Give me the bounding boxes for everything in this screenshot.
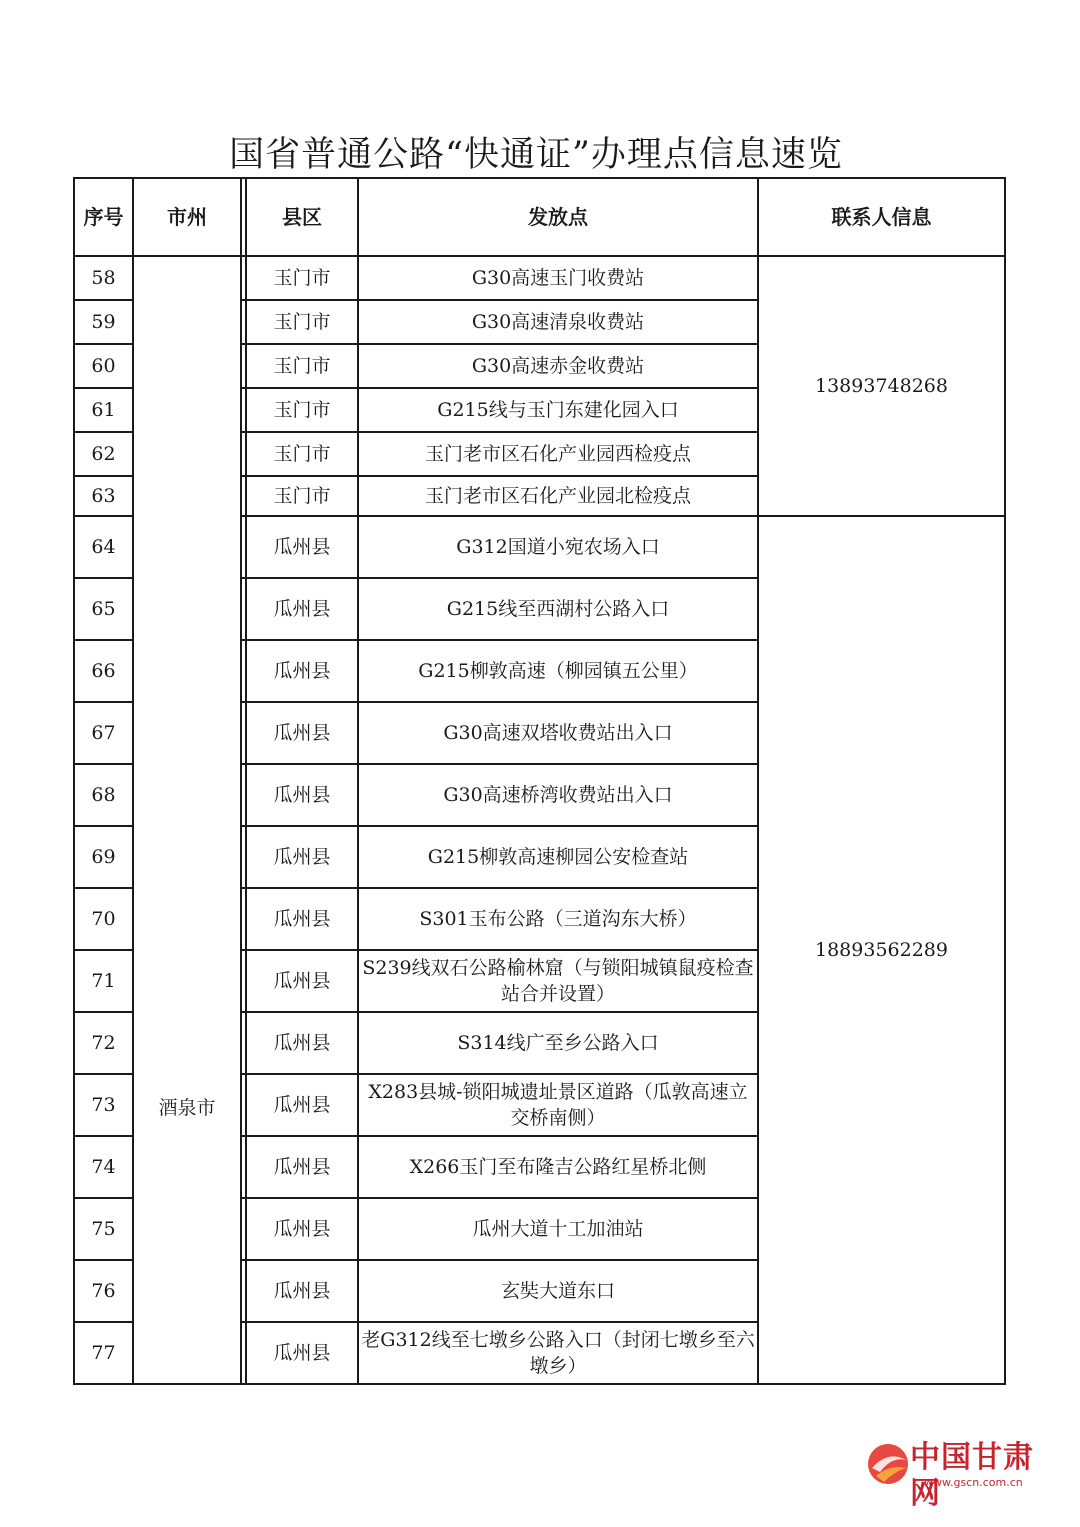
row-number: 61 xyxy=(74,388,133,432)
row-number: 60 xyxy=(74,344,133,388)
issuing-point-cell: G30高速桥湾收费站出入口 xyxy=(358,764,758,826)
issuing-point-cell: 瓜州大道十工加油站 xyxy=(358,1198,758,1260)
row-number: 65 xyxy=(74,578,133,640)
row-number: 58 xyxy=(74,256,133,300)
row-number: 71 xyxy=(74,950,133,1012)
issuing-point-cell: 玉门老市区石化产业园西检疫点 xyxy=(358,432,758,476)
county-cell: 瓜州县 xyxy=(246,1260,358,1322)
row-number: 59 xyxy=(74,300,133,344)
row-number: 62 xyxy=(74,432,133,476)
county-cell: 瓜州县 xyxy=(246,1074,358,1136)
row-number: 68 xyxy=(74,764,133,826)
issuing-point-cell: G215线至西湖村公路入口 xyxy=(358,578,758,640)
county-cell: 瓜州县 xyxy=(246,888,358,950)
issuing-point-cell: G215柳敦高速（柳园镇五公里） xyxy=(358,640,758,702)
county-cell: 瓜州县 xyxy=(246,826,358,888)
issuing-point-cell: X266玉门至布隆吉公路红星桥北侧 xyxy=(358,1136,758,1198)
county-cell: 瓜州县 xyxy=(246,1012,358,1074)
county-cell: 瓜州县 xyxy=(246,640,358,702)
issuing-point-cell: G215柳敦高速柳园公安检查站 xyxy=(358,826,758,888)
page-title: 国省普通公路“快通证”办理点信息速览 xyxy=(229,135,843,175)
issuing-point-cell: S314线广至乡公路入口 xyxy=(358,1012,758,1074)
county-cell: 玉门市 xyxy=(246,300,358,344)
header-contact: 联系人信息 xyxy=(758,178,1005,256)
issuing-point-cell: G215线与玉门东建化园入口 xyxy=(358,388,758,432)
county-cell: 瓜州县 xyxy=(246,764,358,826)
site-logo xyxy=(866,1440,1036,1511)
county-cell: 玉门市 xyxy=(246,344,358,388)
county-cell: 瓜州县 xyxy=(246,1136,358,1198)
county-cell: 玉门市 xyxy=(246,476,358,516)
issuing-point-cell: G30高速双塔收费站出入口 xyxy=(358,702,758,764)
row-number: 75 xyxy=(74,1198,133,1260)
row-number: 67 xyxy=(74,702,133,764)
row-number: 77 xyxy=(74,1322,133,1384)
row-number: 64 xyxy=(74,516,133,578)
county-cell: 瓜州县 xyxy=(246,1322,358,1384)
city-cell: 酒泉市 xyxy=(133,256,241,1384)
header-point: 发放点 xyxy=(358,178,758,256)
issuing-point-cell: G30高速玉门收费站 xyxy=(358,256,758,300)
county-cell: 玉门市 xyxy=(246,388,358,432)
logo-url: www.gscn.com.cn xyxy=(924,1476,1023,1489)
issuing-point-cell: G312国道小宛农场入口 xyxy=(358,516,758,578)
issuing-point-cell: S301玉布公路（三道沟东大桥） xyxy=(358,888,758,950)
row-number: 76 xyxy=(74,1260,133,1322)
issuing-point-cell: G30高速清泉收费站 xyxy=(358,300,758,344)
county-cell: 瓜州县 xyxy=(246,950,358,1012)
logo-emblem-icon xyxy=(866,1442,910,1486)
county-cell: 瓜州县 xyxy=(246,578,358,640)
row-number: 74 xyxy=(74,1136,133,1198)
header-row xyxy=(74,178,1005,256)
issuing-point-cell: S239线双石公路榆林窟（与锁阳城镇鼠疫检查站合并设置） xyxy=(358,950,758,1012)
header-city: 市州 xyxy=(133,178,241,256)
issuing-point-cell: X283县城-锁阳城遗址景区道路（瓜敦高速立交桥南侧） xyxy=(358,1074,758,1136)
county-cell: 玉门市 xyxy=(246,432,358,476)
row-number: 69 xyxy=(74,826,133,888)
row-number: 72 xyxy=(74,1012,133,1074)
header-county: 县区 xyxy=(246,178,358,256)
issuing-point-cell: 老G312线至七墩乡公路入口（封闭七墩乡至六墩乡） xyxy=(358,1322,758,1384)
table-row xyxy=(74,256,1005,300)
county-cell: 玉门市 xyxy=(246,256,358,300)
county-cell: 瓜州县 xyxy=(246,702,358,764)
contact-cell: 18893562289 xyxy=(758,516,1005,1384)
row-number: 73 xyxy=(74,1074,133,1136)
issuing-point-cell: 玄奘大道东口 xyxy=(358,1260,758,1322)
info-table xyxy=(73,177,1006,1385)
county-cell: 瓜州县 xyxy=(246,516,358,578)
header-no: 序号 xyxy=(74,178,133,256)
county-cell: 瓜州县 xyxy=(246,1198,358,1260)
row-number: 70 xyxy=(74,888,133,950)
row-number: 66 xyxy=(74,640,133,702)
issuing-point-cell: G30高速赤金收费站 xyxy=(358,344,758,388)
issuing-point-cell: 玉门老市区石化产业园北检疫点 xyxy=(358,476,758,516)
table-body xyxy=(74,256,1005,1384)
logo-text: 中国甘肃网 xyxy=(910,1440,1034,1511)
row-number: 63 xyxy=(74,476,133,516)
contact-cell: 13893748268 xyxy=(758,256,1005,516)
